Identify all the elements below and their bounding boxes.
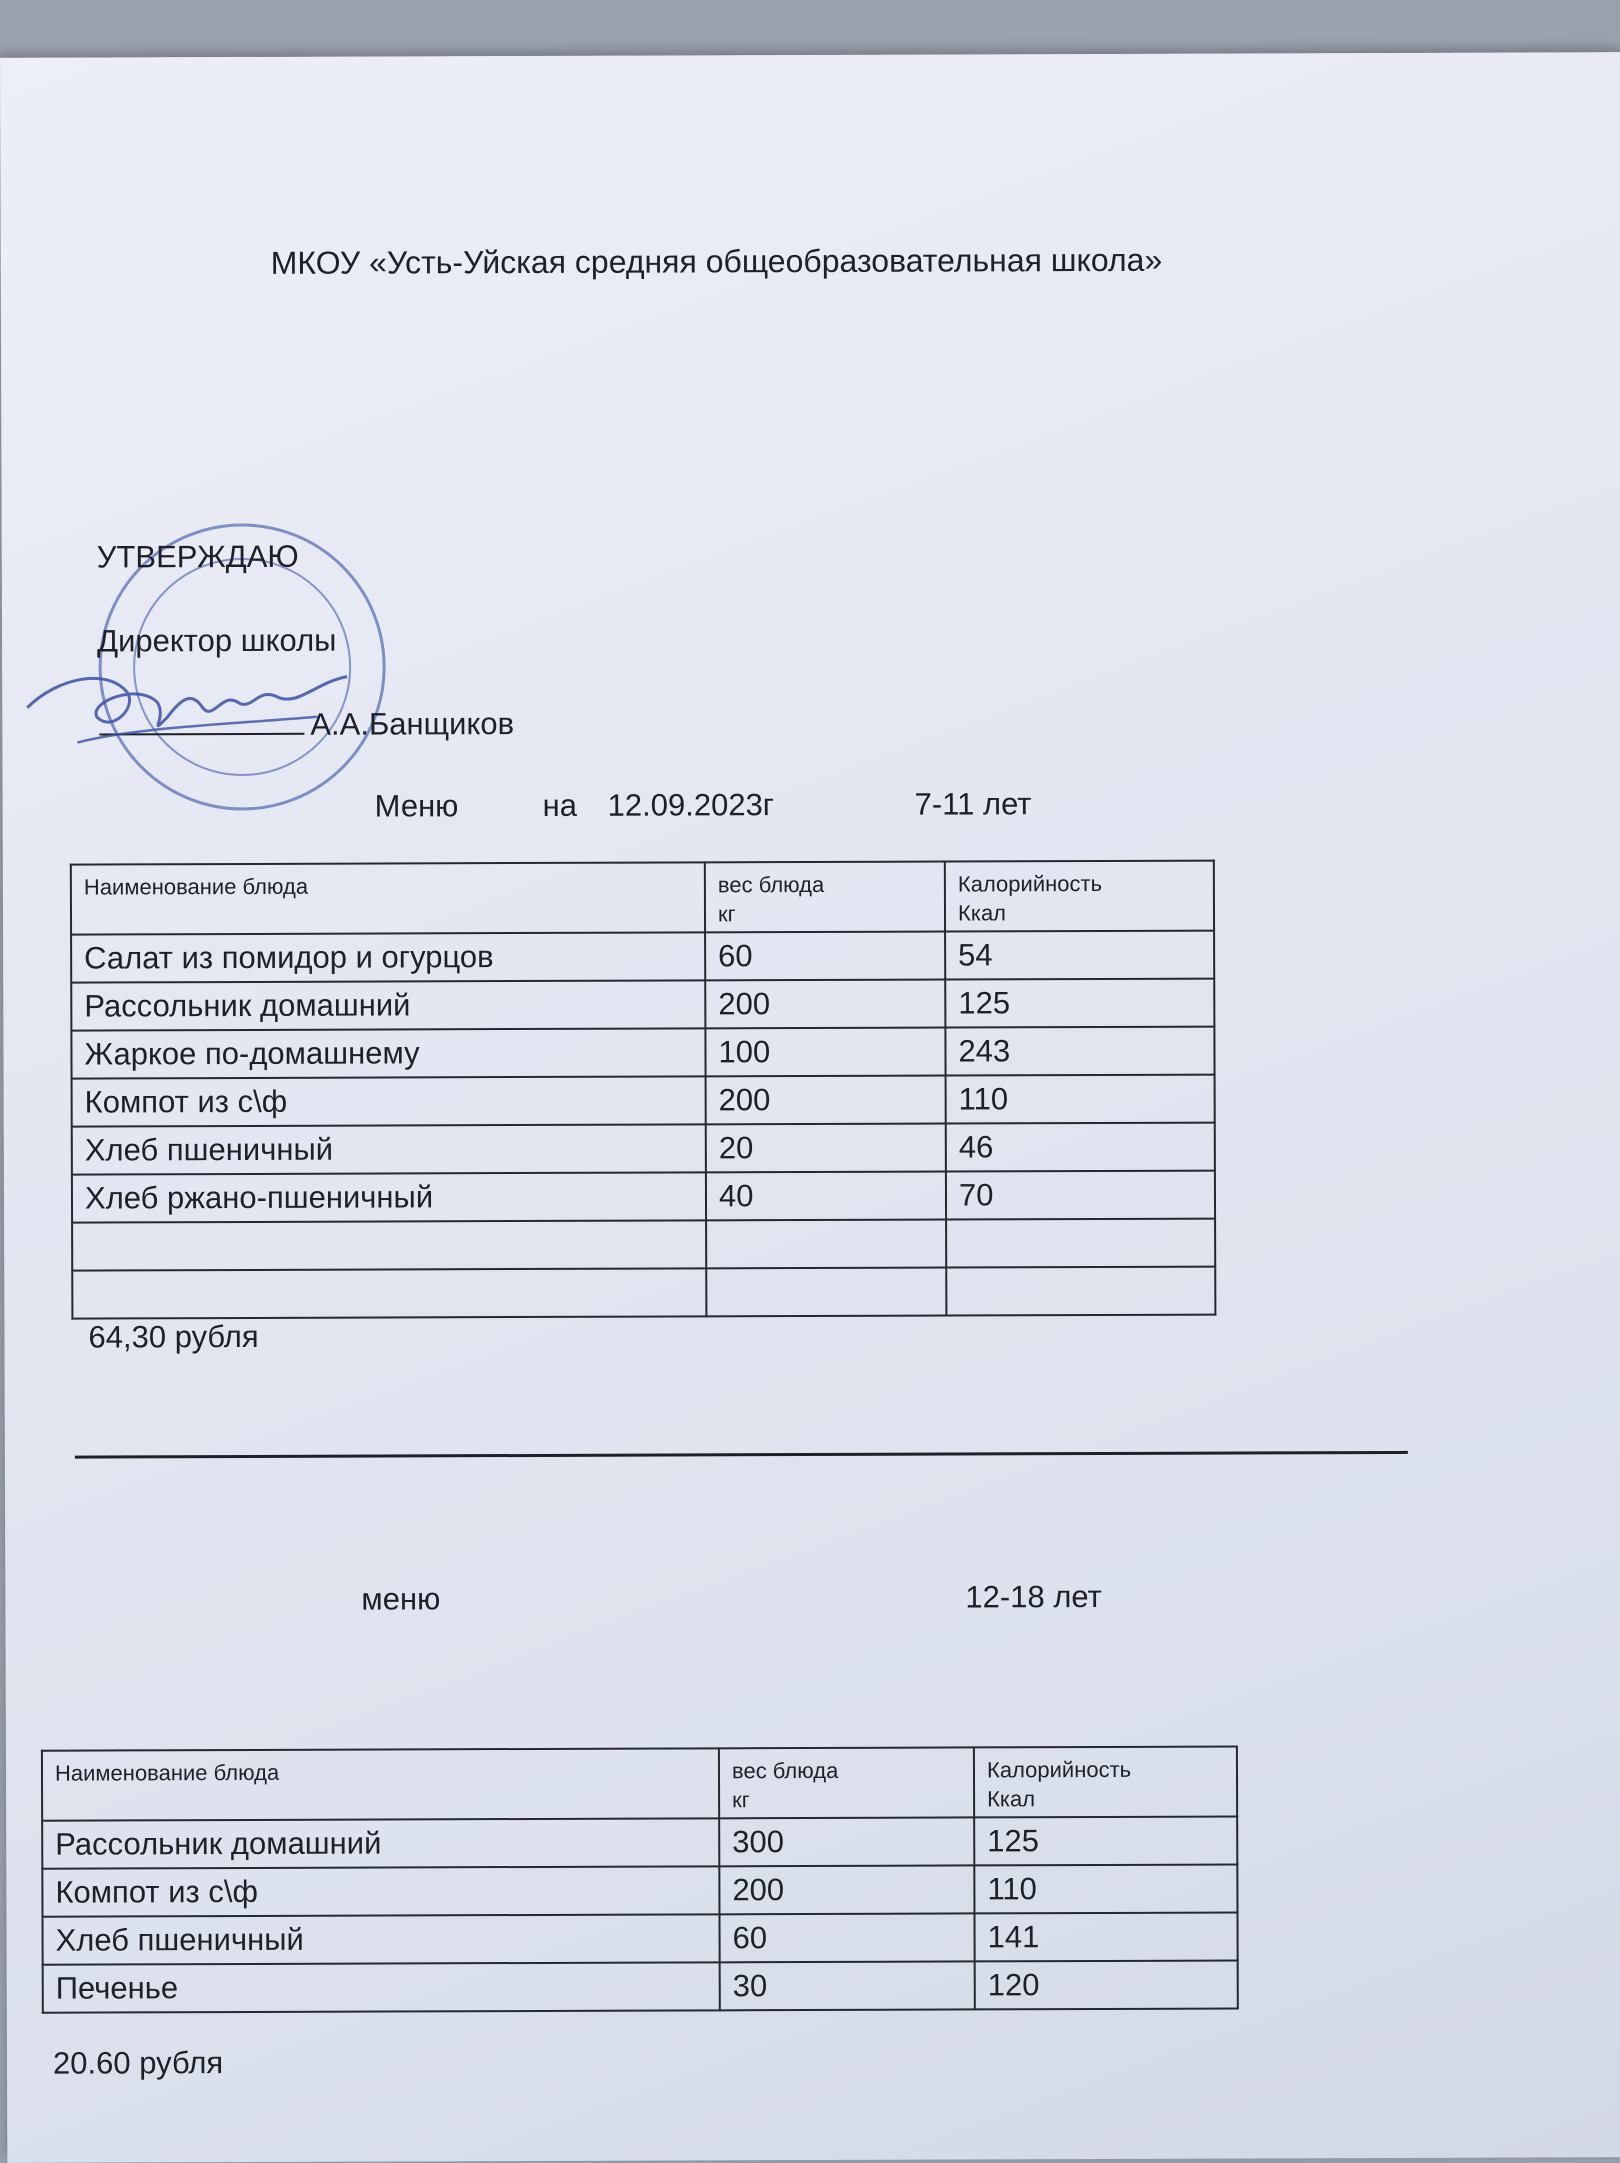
menu1-title: Меню (374, 788, 459, 824)
dish-name: Хлеб пшеничный (72, 1124, 706, 1174)
dish-weight: 30 (720, 1961, 975, 2010)
table-row (42, 1913, 1237, 1965)
dish-calories (946, 1219, 1215, 1268)
menu1-age: 7-11 лет (914, 786, 1032, 822)
table-row (72, 1171, 1215, 1223)
dish-name: Хлеб ржано-пшеничный (72, 1172, 706, 1222)
menu2-title: меню (361, 1581, 441, 1617)
menu1-table (70, 860, 1217, 1320)
menu1-date: 12.09.2023г (607, 787, 775, 823)
dish-weight: 200 (705, 980, 945, 1029)
table-row (72, 1123, 1215, 1175)
column-header-calories: Калорийность Ккал (974, 1747, 1237, 1818)
dish-calories: 70 (946, 1171, 1215, 1220)
dish-name: Компот из с\ф (72, 1076, 706, 1126)
dish-name: Компот из с\ф (42, 1866, 719, 1916)
dish-calories: 46 (946, 1123, 1215, 1172)
approve-label: УТВЕРЖДАЮ (96, 538, 299, 575)
column-header-name: Наименование блюда (71, 862, 705, 934)
dish-weight: 60 (705, 932, 945, 981)
dish-name: Рассольник домашний (71, 980, 705, 1030)
dish-calories: 243 (945, 1027, 1214, 1076)
dish-name: Салат из помидор и огурцов (71, 932, 705, 982)
column-header-calories: Калорийность Ккал (945, 861, 1214, 932)
dish-calories: 125 (945, 979, 1214, 1028)
dish-weight: 200 (706, 1076, 946, 1125)
dish-calories: 141 (974, 1913, 1237, 1962)
dish-calories: 54 (945, 931, 1214, 980)
table-row-empty (72, 1267, 1215, 1319)
dish-calories: 110 (946, 1075, 1215, 1124)
dish-name: Хлеб пшеничный (42, 1914, 719, 1964)
dish-calories: 125 (974, 1817, 1237, 1866)
dish-calories (946, 1267, 1215, 1316)
dish-name: Рассольник домашний (42, 1818, 719, 1868)
column-header-weight: вес блюда кг (705, 862, 945, 933)
dish-calories: 110 (974, 1865, 1237, 1914)
director-name: А.А.Банщиков (310, 706, 515, 742)
table-row (71, 931, 1214, 983)
dish-weight: 100 (705, 1028, 945, 1077)
dish-weight: 300 (719, 1817, 974, 1866)
school-title: МКОУ «Усть-Уйская средняя общеобразовательная школа» (270, 241, 1163, 281)
dish-name (72, 1268, 706, 1318)
dish-name (72, 1220, 706, 1270)
menu2-age: 12-18 лет (965, 1578, 1102, 1615)
column-header-weight: вес блюда кг (719, 1747, 974, 1818)
dish-weight: 200 (719, 1865, 974, 1914)
table-row (42, 1865, 1237, 1917)
table-row-empty (72, 1219, 1215, 1271)
dish-calories: 120 (975, 1961, 1238, 2010)
table-row (71, 979, 1214, 1031)
table-row (72, 1075, 1215, 1127)
dish-weight: 40 (706, 1172, 946, 1221)
menu1-on: на (542, 787, 578, 823)
table-row (42, 1817, 1237, 1869)
dish-weight: 60 (719, 1913, 974, 1962)
menu2-price: 20.60 рубля (52, 2045, 224, 2081)
column-header-name: Наименование блюда (42, 1748, 719, 1820)
director-title: Директор школы (96, 622, 337, 659)
menu2-table (41, 1746, 1239, 2014)
director-signature (17, 647, 357, 758)
menu1-price: 64,30 рубля (88, 1318, 259, 1355)
table-row (71, 1027, 1214, 1079)
section-divider (75, 1451, 1408, 1459)
menu1-header-row (71, 861, 1214, 935)
menu2-header-row (42, 1747, 1237, 1821)
dish-name: Жаркое по-домашнему (71, 1028, 705, 1078)
table-row (43, 1961, 1238, 2013)
document-page (0, 52, 1620, 2163)
dish-weight: 20 (706, 1124, 946, 1173)
dish-name: Печенье (43, 1962, 720, 2012)
dish-weight (706, 1268, 946, 1317)
dish-weight (706, 1220, 946, 1269)
